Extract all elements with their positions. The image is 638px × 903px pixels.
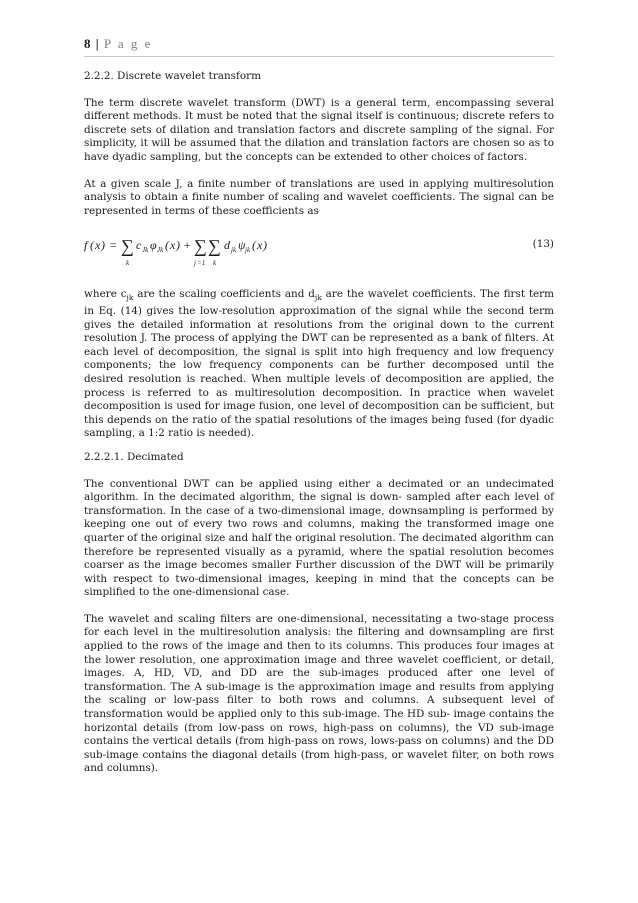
svg-text:k: k xyxy=(126,259,130,268)
svg-text:d: d xyxy=(224,238,230,253)
header-separator: | xyxy=(95,36,99,51)
svg-text:jk: jk xyxy=(231,246,237,255)
svg-text:jk: jk xyxy=(245,246,251,255)
svg-text:(: ( xyxy=(165,238,169,253)
svg-text:): ) xyxy=(263,238,267,253)
svg-text:Jk: Jk xyxy=(142,246,149,255)
equation-13 xyxy=(84,232,304,276)
section-heading: 2.2.2. Discrete wavelet transform xyxy=(84,70,261,82)
svg-text:(: ( xyxy=(90,238,94,253)
paragraph: The conventional DWT can be applied using either a decimated or an undecimated algorithm. In the decimated algorithm, the signal is down- sampled after each level of transformation. In the case of a two-dimensional image, downsampling is performed by keeping one out of every two rows and columns, making the transformed image one quarter of the original size and half the original resolution. The decimated algorithm can therefore be represented visually as a pyramid, where the spatial resolution becomes coarser as the image becomes smaller Further discussion of the DWT will be primarily with respect to two-dimensional images, keeping in mind that the concepts can be simplified to the one-dimensional case. xyxy=(84,477,554,599)
svg-text:Jk: Jk xyxy=(157,246,164,255)
svg-text:x: x xyxy=(95,238,101,253)
svg-text:): ) xyxy=(101,238,105,253)
paragraph: At a given scale J, a finite number of translations are used in applying multiresolution analysis to obtain a finite number of scaling and wavelet coefficients. The signal can be represented in terms of these coefficients as xyxy=(84,177,554,217)
svg-text:=: = xyxy=(109,238,118,253)
svg-text:∑: ∑ xyxy=(194,236,207,257)
page-label: P a g e xyxy=(103,36,153,51)
svg-text:): ) xyxy=(176,238,180,253)
paragraph: where $c_{jk}$ are the scaling coefficients and $d_{jk}$ are the wavelet coefficients. The first term in Eq. (14) gives the low-resolution approximation of the signal while the second term gives the detailed information at resolutions from the original down to the current resolution J. The process of applying the DWT can be represented as a bank of filters. At each level of decomposition, the signal is split into high frequency and low frequency components; the low frequency components can be further decomposed until the desired resolution is reached. When multiple levels of decomposition are applied, the process is referred to as multiresolution decomposition. In practice when wavelet decomposition is used for image fusion, one level of decomposition can be sufficient, but this depends on the ratio of the spatial resolutions of the images being fused (for dyadic sampling, a 1:2 ratio is needed). xyxy=(84,288,555,440)
svg-text:x: x xyxy=(257,238,263,253)
svg-text:+: + xyxy=(183,238,192,253)
svg-text:ψ: ψ xyxy=(238,238,246,253)
svg-text:j: j xyxy=(194,259,196,268)
equation-number: (13) xyxy=(532,238,554,251)
svg-text:∑: ∑ xyxy=(208,236,221,257)
page-content xyxy=(84,70,554,776)
svg-text:f: f xyxy=(84,238,88,253)
paragraph: The wavelet and scaling filters are one-dimensional, necessitating a two-stage process for each level in the multiresolution analysis: the filtering and downsampling are first applied to the rows of the image and then to its columns. This produces four images at the lower resolution, one approximation image and three wavelet coefficient, or detail, images. A, HD, VD, and DD are the sub-images produced after one level of transformation. The A sub-image is the approximation image and results from applying the scaling or low-pass filter to both rows and columns. A subsequent level of transformation would be applied only to this sub-image. The HD sub- image contains the horizontal details (from low-pass on rows, high-pass on columns), the VD sub-image contains the vertical details (from high-pass on rows, lows-pass on columns) and the DD sub-image contains the diagonal details (from high-pass, or wavelet filter, on both rows and columns). xyxy=(84,612,554,775)
svg-text:(: ( xyxy=(252,238,256,253)
svg-text:∑: ∑ xyxy=(121,236,134,257)
svg-text:k: k xyxy=(213,259,217,268)
svg-text:φ: φ xyxy=(150,238,157,253)
subsection-heading: 2.2.2.1. Decimated xyxy=(84,450,184,463)
svg-text:c: c xyxy=(136,238,142,253)
equation-block xyxy=(84,232,554,276)
paragraph: The term discrete wavelet transform (DWT) is a general term, encompassing several different methods. It must be noted that the signal itself is continuous; discrete refers to discrete sets of dilation and translation factors and discrete sampling of the signal. For simplicity, it will be assumed that the dilation and translation factors are chosen so as to have dyadic sampling, but the concepts can be extended to other choices of factors. xyxy=(84,96,554,163)
svg-text:=1: =1 xyxy=(197,259,206,268)
svg-text:x: x xyxy=(170,238,176,253)
page-header xyxy=(84,36,554,57)
page-number: 8 xyxy=(84,36,91,51)
